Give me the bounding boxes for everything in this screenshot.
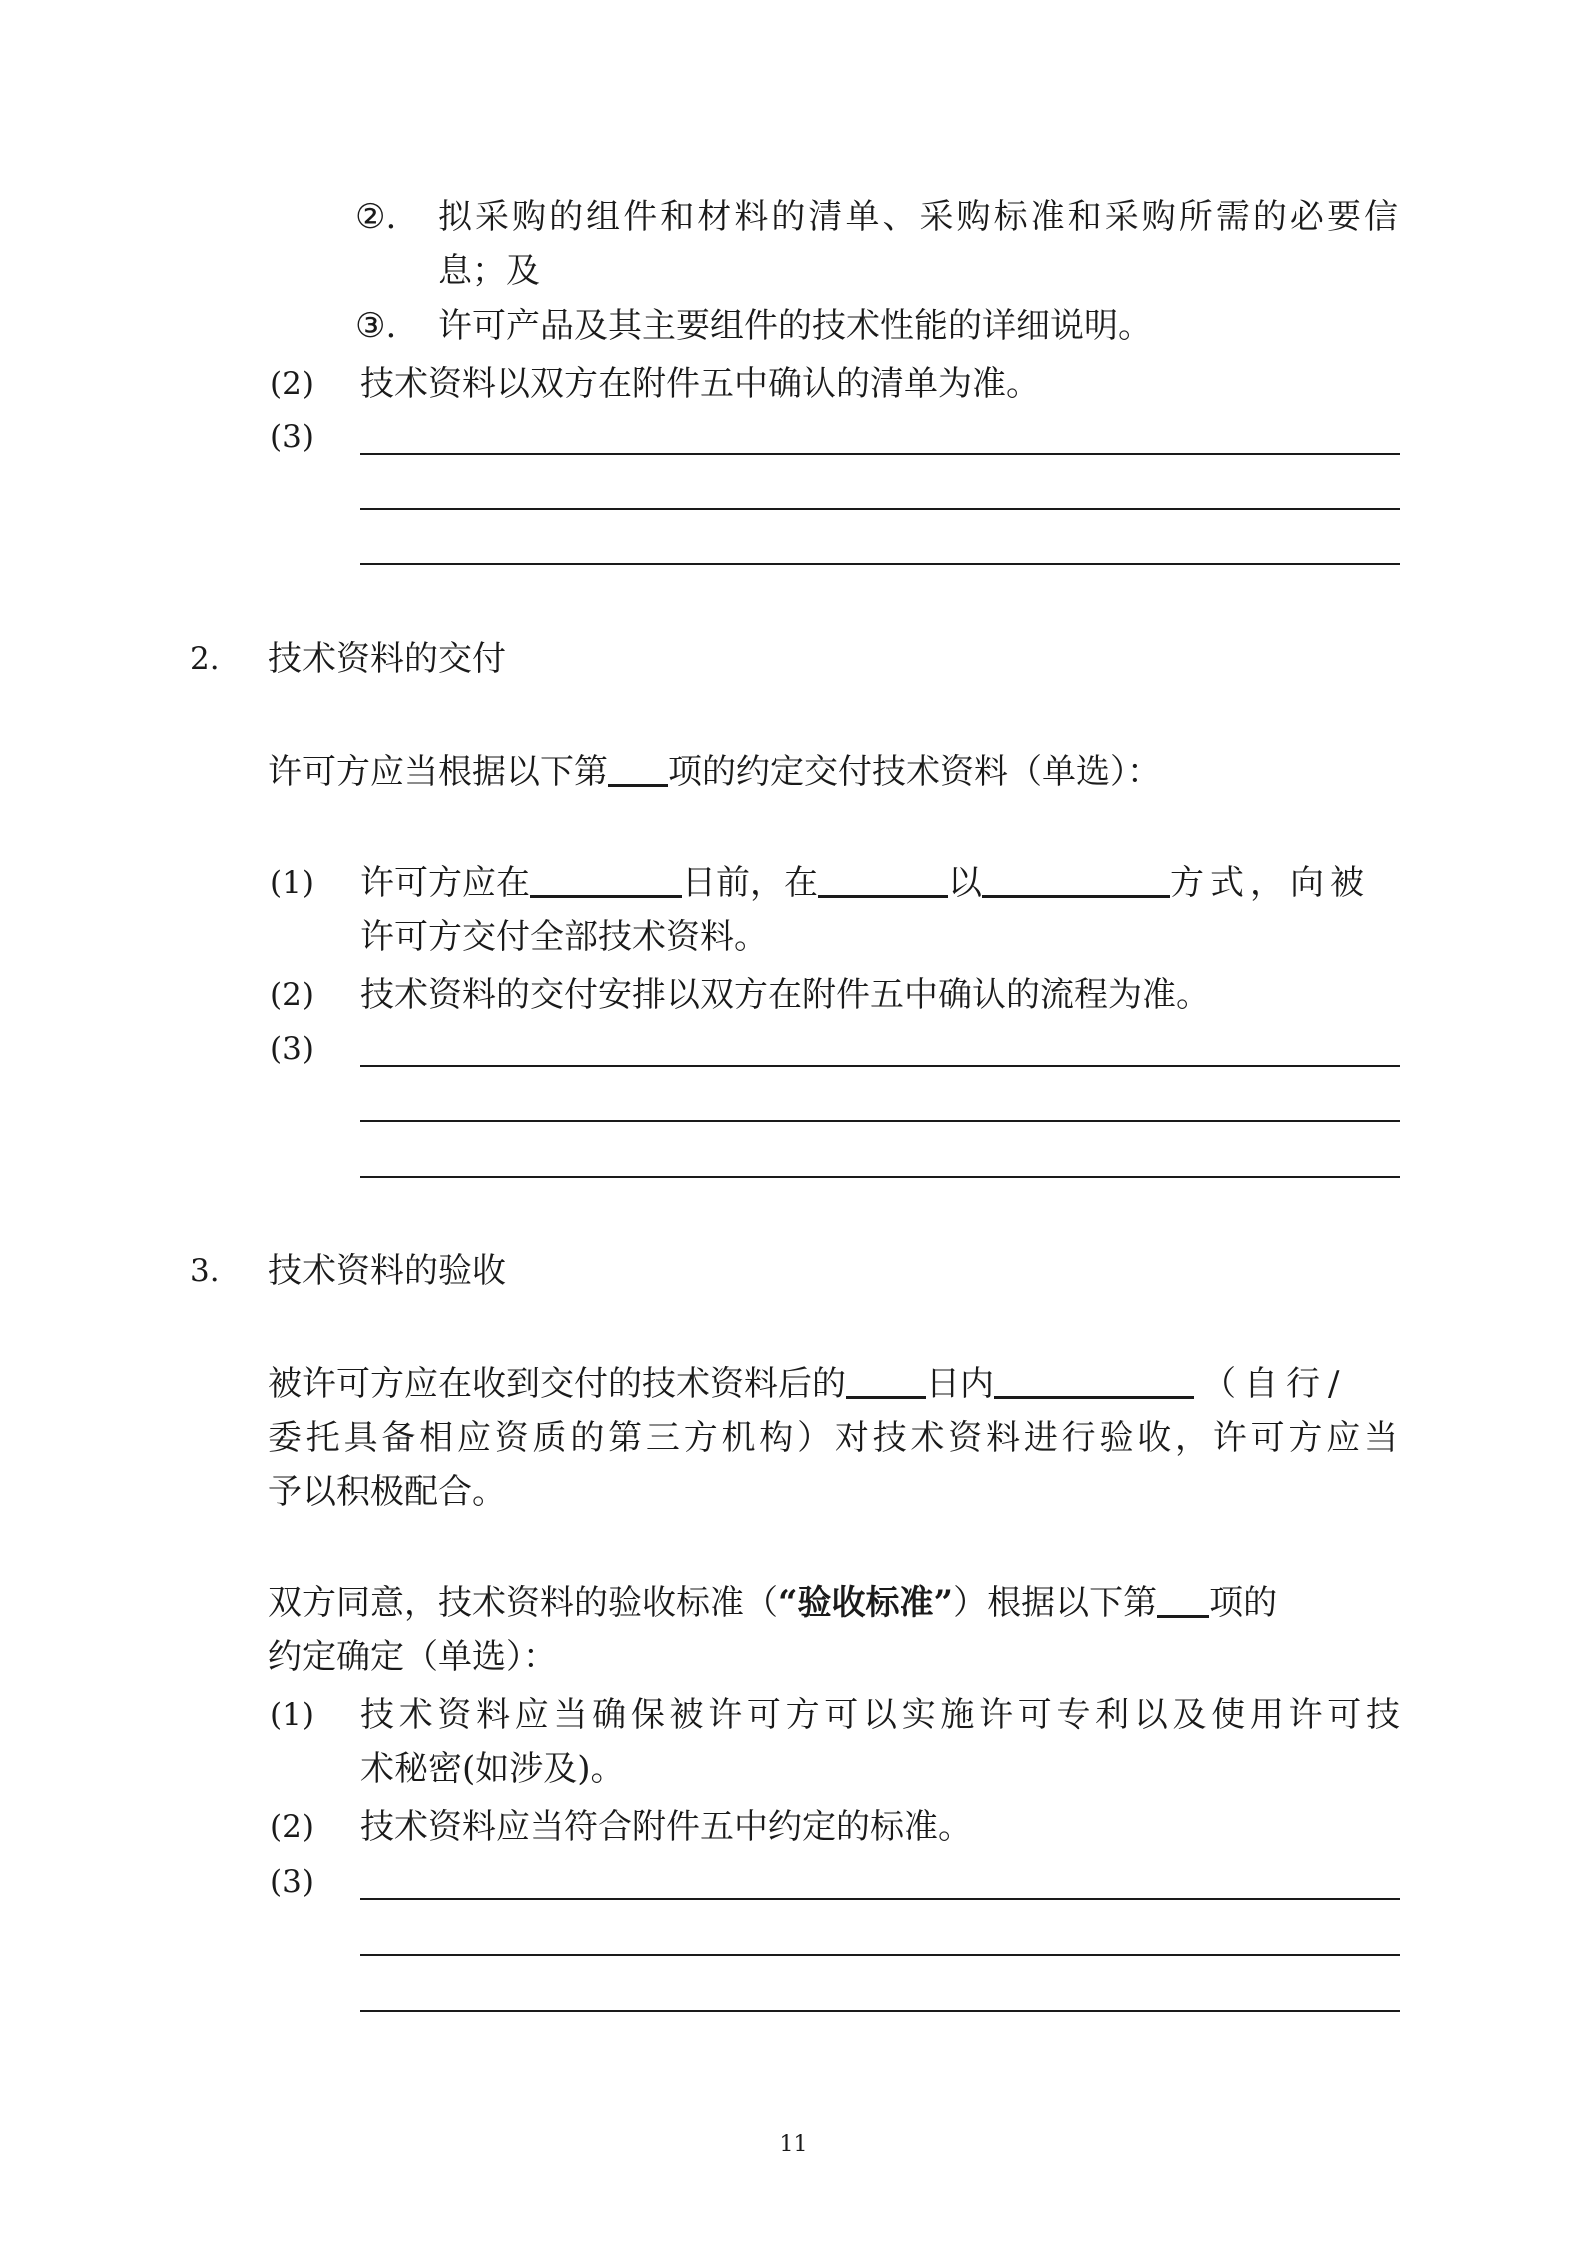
opt1-text-b: 日前，在 (682, 863, 818, 903)
para2-text-c: 项的 (1209, 1583, 1278, 1623)
option-marker-3: (3) (270, 1031, 314, 1067)
blank-line[interactable] (360, 1065, 1400, 1067)
blank-line[interactable] (360, 1176, 1400, 1178)
sub-2-text: 技术资料以双方在附件五中确认的清单为准。 (360, 364, 1040, 404)
para2-text-a: 双方同意，技术资料的验收标准（ (268, 1583, 778, 1623)
item-3-text: 许可产品及其主要组件的技术性能的详细说明。 (438, 306, 1152, 346)
blank-line[interactable] (360, 453, 1400, 455)
standard-option-marker-3: (3) (270, 1864, 314, 1900)
place-blank[interactable] (818, 859, 948, 898)
option-number-blank[interactable] (608, 748, 668, 787)
option-marker-1: (1) (270, 865, 314, 901)
blank-line[interactable] (360, 563, 1400, 565)
blank-line[interactable] (360, 1120, 1400, 1122)
section-2-heading: 技术资料的交付 (268, 639, 506, 679)
section-2-intro (268, 745, 1161, 799)
item-marker-3: ③. (355, 306, 397, 346)
standard-option-1-line-2: 术秘密(如涉及)。 (360, 1749, 625, 1789)
opt1-text-d: 方式，向被 (1170, 863, 1370, 903)
item-2-line-2: 息；及 (438, 251, 540, 291)
section-2-number: 2. (190, 641, 220, 677)
date-blank[interactable] (530, 859, 682, 898)
intro-text-b: 项的约定交付技术资料（单选）： (668, 752, 1161, 792)
standard-option-2-text: 技术资料应当符合附件五中约定的标准。 (360, 1807, 972, 1847)
section-3-para-2-line-1 (268, 1576, 1277, 1630)
blank-line[interactable] (360, 508, 1400, 510)
para1-text-a: 被许可方应在收到交付的技术资料后的 (268, 1364, 846, 1404)
option-1-line-2: 许可方交付全部技术资料。 (360, 917, 768, 957)
method-blank[interactable] (982, 859, 1170, 898)
page-number: 11 (779, 2132, 808, 2157)
opt1-text-c: 以 (948, 863, 982, 903)
blank-line[interactable] (360, 1898, 1400, 1900)
option-1-line-1 (360, 856, 1370, 910)
days-blank[interactable] (846, 1360, 926, 1399)
blank-line[interactable] (360, 1954, 1400, 1956)
sub-marker-3: (3) (270, 419, 314, 455)
inspector-blank[interactable] (994, 1360, 1194, 1399)
section-3-para-1-line-1 (268, 1357, 1347, 1411)
opt1-text-a: 许可方应在 (360, 863, 530, 903)
para1-text-c: （自行/ (1202, 1364, 1348, 1404)
standard-option-marker-2: (2) (270, 1809, 314, 1845)
section-3-para-1-line-3: 予以积极配合。 (268, 1472, 506, 1512)
standard-option-blank[interactable] (1157, 1579, 1209, 1618)
acceptance-standard-term: “验收标准” (778, 1583, 954, 1623)
option-marker-2: (2) (270, 977, 314, 1013)
blank-line[interactable] (360, 2010, 1400, 2012)
section-3-para-1-line-2: 委托具备相应资质的第三方机构）对技术资料进行验收，许可方应当 (268, 1418, 1398, 1458)
section-3-heading: 技术资料的验收 (268, 1251, 506, 1291)
sub-marker-2: (2) (270, 366, 314, 402)
section-3-number: 3. (190, 1253, 220, 1289)
para2-text-b: ）根据以下第 (953, 1583, 1158, 1623)
option-2-text: 技术资料的交付安排以双方在附件五中确认的流程为准。 (360, 975, 1210, 1015)
item-marker-2: ②. (355, 197, 397, 237)
section-3-para-2-line-2: 约定确定（单选）： (268, 1637, 557, 1677)
item-2-line-1: 拟采购的组件和材料的清单、采购标准和采购所需的必要信 (438, 197, 1398, 237)
para1-text-b: 日内 (926, 1364, 994, 1404)
intro-text-a: 许可方应当根据以下第 (268, 752, 608, 792)
standard-option-marker-1: (1) (270, 1697, 314, 1733)
standard-option-1-line-1: 技术资料应当确保被许可方可以实施许可专利以及使用许可技 (360, 1695, 1400, 1735)
